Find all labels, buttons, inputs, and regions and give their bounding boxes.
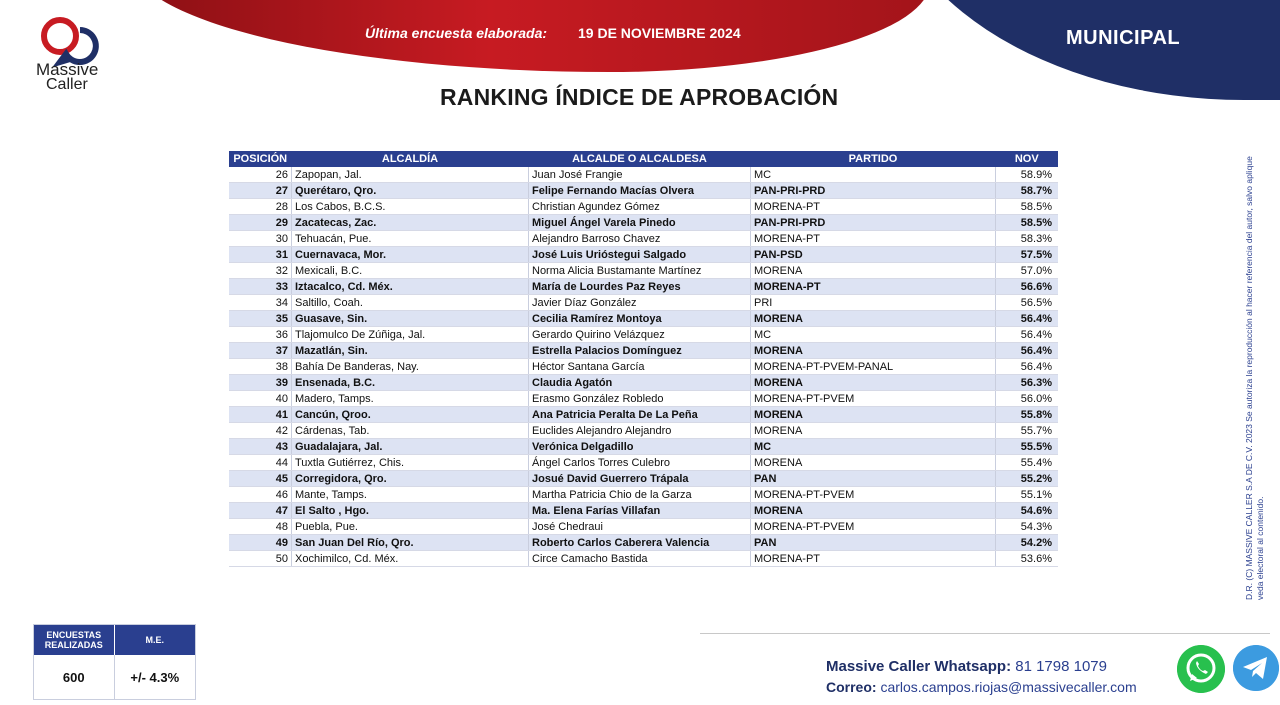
table-row bbox=[229, 359, 1058, 375]
cell-party: PRI bbox=[751, 295, 996, 311]
cell-position: 40 bbox=[229, 391, 292, 407]
table-row bbox=[229, 327, 1058, 343]
cell-position: 41 bbox=[229, 407, 292, 423]
cell-city: Cuernavaca, Mor. bbox=[292, 247, 529, 263]
cell-mayor: Felipe Fernando Macías Olvera bbox=[529, 183, 751, 199]
cell-mayor: Roberto Carlos Caberera Valencia bbox=[529, 535, 751, 551]
cell-approval: 55.7% bbox=[996, 423, 1059, 439]
table-body bbox=[229, 167, 1058, 567]
cell-mayor: María de Lourdes Paz Reyes bbox=[529, 279, 751, 295]
cell-position: 33 bbox=[229, 279, 292, 295]
cell-mayor: Christian Agundez Gómez bbox=[529, 199, 751, 215]
cell-mayor: Miguel Ángel Varela Pinedo bbox=[529, 215, 751, 231]
cell-position: 49 bbox=[229, 535, 292, 551]
header-party: PARTIDO bbox=[751, 151, 996, 167]
cell-party: PAN-PRI-PRD bbox=[751, 183, 996, 199]
cell-mayor: Estrella Palacios Domínguez bbox=[529, 343, 751, 359]
cell-mayor: Verónica Delgadillo bbox=[529, 439, 751, 455]
cell-party: MORENA bbox=[751, 455, 996, 471]
cell-city: Corregidora, Qro. bbox=[292, 471, 529, 487]
cell-party: MORENA bbox=[751, 423, 996, 439]
cell-city: Guadalajara, Jal. bbox=[292, 439, 529, 455]
table-header-row bbox=[229, 151, 1058, 167]
me-value: +/- 4.3% bbox=[130, 669, 180, 685]
cell-approval: 56.4% bbox=[996, 343, 1059, 359]
cell-mayor: José Luis Urióstegui Salgado bbox=[529, 247, 751, 263]
cell-approval: 58.5% bbox=[996, 199, 1059, 215]
brand-name: Massive bbox=[36, 60, 99, 79]
table-row bbox=[229, 535, 1058, 551]
cell-mayor: Alejandro Barroso Chavez bbox=[529, 231, 751, 247]
survey-label: Última encuesta elaborada: bbox=[365, 25, 548, 41]
table-row bbox=[229, 455, 1058, 471]
email-address[interactable]: carlos.campos.riojas@massivecaller.com bbox=[880, 679, 1137, 695]
cell-party: MORENA bbox=[751, 343, 996, 359]
cell-position: 26 bbox=[229, 167, 292, 183]
cell-approval: 56.0% bbox=[996, 391, 1059, 407]
cell-approval: 57.0% bbox=[996, 263, 1059, 279]
cell-mayor: Ma. Elena Farías Villafan bbox=[529, 503, 751, 519]
surveys-value: 600 bbox=[34, 655, 115, 699]
cell-party: MC bbox=[751, 327, 996, 343]
cell-city: Cárdenas, Tab. bbox=[292, 423, 529, 439]
cell-mayor: Juan José Frangie bbox=[529, 167, 751, 183]
stats-box bbox=[33, 624, 196, 700]
cell-mayor: José Chedraui bbox=[529, 519, 751, 535]
telegram-icon[interactable] bbox=[1233, 645, 1279, 691]
cell-approval: 56.4% bbox=[996, 359, 1059, 375]
cell-position: 29 bbox=[229, 215, 292, 231]
cell-city: Mexicali, B.C. bbox=[292, 263, 529, 279]
survey-date: 19 DE NOVIEMBRE 2024 bbox=[578, 25, 741, 41]
cell-approval: 55.1% bbox=[996, 487, 1059, 503]
table-row bbox=[229, 247, 1058, 263]
cell-position: 46 bbox=[229, 487, 292, 503]
scope-label: MUNICIPAL bbox=[1066, 27, 1181, 49]
cell-approval: 58.9% bbox=[996, 167, 1059, 183]
cell-position: 31 bbox=[229, 247, 292, 263]
cell-approval: 53.6% bbox=[996, 551, 1059, 567]
whatsapp-label: Massive Caller Whatsapp: bbox=[826, 658, 1012, 675]
cell-party: MORENA-PT bbox=[751, 199, 996, 215]
brand-subname: Caller bbox=[46, 76, 88, 93]
table-row bbox=[229, 487, 1058, 503]
table-row bbox=[229, 343, 1058, 359]
cell-position: 27 bbox=[229, 183, 292, 199]
table-row bbox=[229, 215, 1058, 231]
table-row bbox=[229, 503, 1058, 519]
cell-position: 44 bbox=[229, 455, 292, 471]
cell-mayor: Gerardo Quirino Velázquez bbox=[529, 327, 751, 343]
header-blue-band bbox=[880, 0, 1280, 100]
cell-party: MORENA-PT-PVEM bbox=[751, 487, 996, 503]
table-row bbox=[229, 167, 1058, 183]
whatsapp-contact bbox=[826, 658, 1107, 675]
ranking-table bbox=[229, 151, 1058, 567]
table-row bbox=[229, 231, 1058, 247]
cell-city: Tuxtla Gutiérrez, Chis. bbox=[292, 455, 529, 471]
cell-party: MORENA bbox=[751, 375, 996, 391]
cell-approval: 55.2% bbox=[996, 471, 1059, 487]
whatsapp-number[interactable]: 81 1798 1079 bbox=[1015, 658, 1107, 675]
cell-approval: 57.5% bbox=[996, 247, 1059, 263]
cell-approval: 54.2% bbox=[996, 535, 1059, 551]
cell-position: 36 bbox=[229, 327, 292, 343]
cell-position: 48 bbox=[229, 519, 292, 535]
cell-position: 32 bbox=[229, 263, 292, 279]
table-row bbox=[229, 471, 1058, 487]
cell-city: Iztacalco, Cd. Méx. bbox=[292, 279, 529, 295]
cell-position: 28 bbox=[229, 199, 292, 215]
cell-approval: 56.4% bbox=[996, 311, 1059, 327]
table-row bbox=[229, 263, 1058, 279]
cell-party: MORENA-PT-PVEM bbox=[751, 391, 996, 407]
cell-city: Zacatecas, Zac. bbox=[292, 215, 529, 231]
table-row bbox=[229, 311, 1058, 327]
cell-party: PAN bbox=[751, 471, 996, 487]
cell-party: PAN bbox=[751, 535, 996, 551]
cell-mayor: Héctor Santana García bbox=[529, 359, 751, 375]
cell-position: 43 bbox=[229, 439, 292, 455]
header-mayor: ALCALDE O ALCALDESA bbox=[529, 151, 751, 167]
cell-party: MORENA bbox=[751, 311, 996, 327]
cell-city: Zapopan, Jal. bbox=[292, 167, 529, 183]
me-label: M.E. bbox=[145, 635, 164, 645]
table-row bbox=[229, 375, 1058, 391]
footer-divider bbox=[700, 633, 1270, 634]
cell-approval: 56.5% bbox=[996, 295, 1059, 311]
cell-party: PAN-PSD bbox=[751, 247, 996, 263]
table-row bbox=[229, 439, 1058, 455]
cell-mayor: Cecilia Ramírez Montoya bbox=[529, 311, 751, 327]
cell-mayor: Erasmo González Robledo bbox=[529, 391, 751, 407]
cell-party: MORENA-PT-PVEM-PANAL bbox=[751, 359, 996, 375]
table-row bbox=[229, 295, 1058, 311]
cell-city: Xochimilco, Cd. Méx. bbox=[292, 551, 529, 567]
whatsapp-icon[interactable] bbox=[1177, 645, 1225, 693]
cell-city: Tlajomulco De Zúñiga, Jal. bbox=[292, 327, 529, 343]
cell-position: 37 bbox=[229, 343, 292, 359]
header-nov: NOV bbox=[996, 151, 1059, 167]
cell-approval: 54.3% bbox=[996, 519, 1059, 535]
cell-approval: 55.4% bbox=[996, 455, 1059, 471]
table-row bbox=[229, 199, 1058, 215]
cell-party: MORENA-PT bbox=[751, 231, 996, 247]
cell-city: Los Cabos, B.C.S. bbox=[292, 199, 529, 215]
cell-mayor: Circe Camacho Bastida bbox=[529, 551, 751, 567]
cell-party: MORENA-PT bbox=[751, 279, 996, 295]
cell-city: Madero, Tamps. bbox=[292, 391, 529, 407]
cell-city: Puebla, Pue. bbox=[292, 519, 529, 535]
email-contact bbox=[826, 679, 1137, 695]
cell-position: 47 bbox=[229, 503, 292, 519]
cell-mayor: Norma Alicia Bustamante Martínez bbox=[529, 263, 751, 279]
cell-city: Saltillo, Coah. bbox=[292, 295, 529, 311]
table-row bbox=[229, 423, 1058, 439]
cell-approval: 55.5% bbox=[996, 439, 1059, 455]
cell-approval: 55.8% bbox=[996, 407, 1059, 423]
cell-city: Bahía De Banderas, Nay. bbox=[292, 359, 529, 375]
table-row bbox=[229, 551, 1058, 567]
cell-position: 34 bbox=[229, 295, 292, 311]
cell-position: 42 bbox=[229, 423, 292, 439]
cell-city: Tehuacán, Pue. bbox=[292, 231, 529, 247]
cell-position: 35 bbox=[229, 311, 292, 327]
table-row bbox=[229, 519, 1058, 535]
cell-approval: 56.3% bbox=[996, 375, 1059, 391]
cell-party: MORENA-PT-PVEM bbox=[751, 519, 996, 535]
cell-approval: 58.3% bbox=[996, 231, 1059, 247]
header-city: ALCALDÍA bbox=[292, 151, 529, 167]
table-row bbox=[229, 279, 1058, 295]
cell-approval: 56.6% bbox=[996, 279, 1059, 295]
cell-party: MC bbox=[751, 167, 996, 183]
cell-city: Mante, Tamps. bbox=[292, 487, 529, 503]
cell-mayor: Ángel Carlos Torres Culebro bbox=[529, 455, 751, 471]
cell-mayor: Claudia Agatón bbox=[529, 375, 751, 391]
cell-party: MORENA bbox=[751, 503, 996, 519]
cell-approval: 58.5% bbox=[996, 215, 1059, 231]
copyright-note: D.R. (C) MASSIVE CALLER S.A DE C.V. 2023 Se autoriza la reproducción al hacer referencia del autor, salvo aplique veda electoral al contenido. bbox=[1244, 156, 1265, 600]
cell-party: MORENA bbox=[751, 263, 996, 279]
cell-mayor: Martha Patricia Chio de la Garza bbox=[529, 487, 751, 503]
cell-party: MC bbox=[751, 439, 996, 455]
email-label: Correo: bbox=[826, 679, 877, 695]
cell-approval: 58.7% bbox=[996, 183, 1059, 199]
cell-party: MORENA bbox=[751, 407, 996, 423]
cell-position: 38 bbox=[229, 359, 292, 375]
cell-approval: 54.6% bbox=[996, 503, 1059, 519]
cell-city: San Juan Del Río, Qro. bbox=[292, 535, 529, 551]
page-title: RANKING ÍNDICE DE APROBACIÓN bbox=[440, 84, 839, 110]
cell-mayor: Euclides Alejandro Alejandro bbox=[529, 423, 751, 439]
cell-city: Mazatlán, Sin. bbox=[292, 343, 529, 359]
cell-position: 39 bbox=[229, 375, 292, 391]
table-row bbox=[229, 407, 1058, 423]
table-row bbox=[229, 391, 1058, 407]
cell-party: PAN-PRI-PRD bbox=[751, 215, 996, 231]
cell-party: MORENA-PT bbox=[751, 551, 996, 567]
cell-city: Ensenada, B.C. bbox=[292, 375, 529, 391]
header-position: POSICIÓN bbox=[229, 151, 292, 167]
table-row bbox=[229, 183, 1058, 199]
cell-city: Cancún, Qroo. bbox=[292, 407, 529, 423]
cell-approval: 56.4% bbox=[996, 327, 1059, 343]
surveys-label: ENCUESTAS REALIZADAS bbox=[34, 625, 115, 655]
cell-position: 50 bbox=[229, 551, 292, 567]
cell-mayor: Josué David Guerrero Trápala bbox=[529, 471, 751, 487]
cell-city: El Salto , Hgo. bbox=[292, 503, 529, 519]
cell-mayor: Ana Patricia Peralta De La Peña bbox=[529, 407, 751, 423]
cell-position: 30 bbox=[229, 231, 292, 247]
cell-city: Guasave, Sin. bbox=[292, 311, 529, 327]
cell-city: Querétaro, Qro. bbox=[292, 183, 529, 199]
cell-position: 45 bbox=[229, 471, 292, 487]
cell-mayor: Javier Díaz González bbox=[529, 295, 751, 311]
